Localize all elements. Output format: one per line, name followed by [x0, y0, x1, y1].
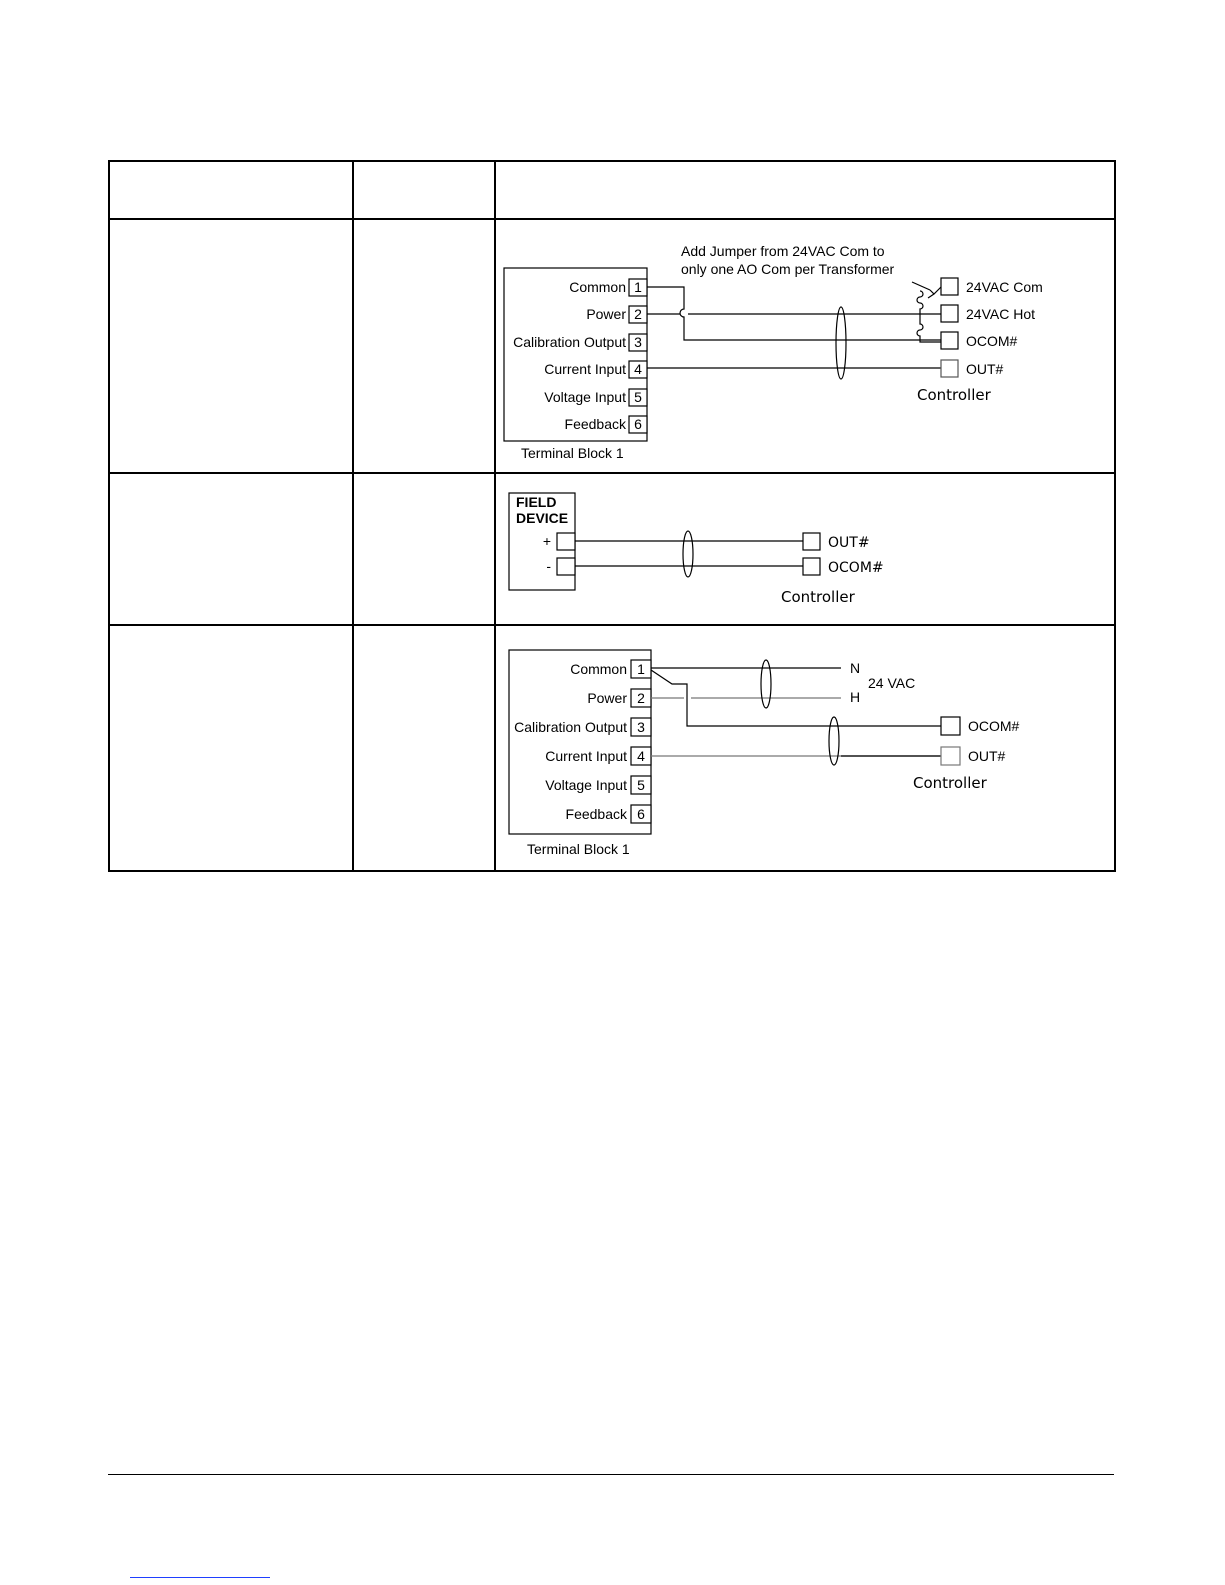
controller-terminal-box	[803, 558, 820, 575]
field-device-title-line-1: FIELD	[516, 494, 557, 510]
terminal-label: Feedback	[565, 806, 627, 822]
terminal-label: Power	[586, 306, 626, 322]
terminal-label: Common	[570, 661, 627, 677]
terminal-block-caption: Terminal Block 1	[521, 445, 624, 461]
controller-terminal-box	[941, 360, 958, 377]
field-device-terminal-label: +	[542, 533, 551, 549]
table-row	[109, 473, 1115, 625]
shield-ellipse-signal	[829, 717, 839, 765]
terminal-label: Calibration Output	[514, 719, 627, 735]
jumper-annotation	[681, 243, 895, 277]
terminal-number: 2	[637, 690, 645, 706]
terminal-number: 6	[634, 416, 642, 432]
terminal-5	[544, 389, 647, 406]
terminal-6	[565, 416, 647, 433]
terminal-3	[514, 718, 651, 736]
row-1-cell-1	[109, 219, 353, 473]
row-2-diagram-cell	[495, 473, 1115, 625]
shield-ellipse-supply	[761, 660, 771, 708]
header-cell-1	[109, 161, 353, 219]
controller-caption: Controller	[781, 588, 855, 606]
row-3-cell-1	[109, 625, 353, 871]
table-row	[109, 625, 1115, 871]
controller-terminal-label: 24VAC Com	[966, 279, 1043, 295]
terminal-label: Voltage Input	[545, 777, 627, 793]
field-device-terminal-label: -	[546, 558, 551, 574]
controller-terminal-label: OCOM#	[966, 333, 1018, 349]
terminal-label: Voltage Input	[544, 389, 626, 405]
row-1-cell-2	[353, 219, 495, 473]
terminal-number: 4	[634, 361, 642, 377]
terminal-number: 2	[634, 306, 642, 322]
terminal-2	[587, 689, 651, 707]
wires	[575, 531, 803, 577]
controller-terminal-box	[941, 305, 958, 322]
supply-label-n: N	[850, 660, 861, 676]
terminal-number: 1	[634, 279, 642, 295]
controller-terminal-box	[941, 747, 960, 765]
controller-caption: Controller	[917, 386, 991, 404]
terminal-list	[514, 660, 651, 823]
terminal-number: 5	[634, 389, 642, 405]
footer-link-underline	[130, 1577, 270, 1578]
terminal-number: 3	[634, 334, 642, 350]
table-header-row	[109, 161, 1115, 219]
terminal-3	[513, 334, 647, 351]
controller-terminal-box	[941, 332, 958, 349]
table-row	[109, 219, 1115, 473]
annotation-line-2: only one AO Com per Transformer	[681, 261, 895, 277]
controller-terminal-label: OUT#	[966, 361, 1004, 377]
controller-terminal-label: OUT#	[828, 535, 870, 551]
controller-caption: Controller	[913, 774, 987, 792]
jumper-squiggle	[917, 291, 941, 342]
wires	[647, 282, 941, 379]
terminal-2	[586, 306, 647, 323]
terminal-number: 1	[637, 661, 645, 677]
controller-terminal-label: OCOM#	[968, 718, 1020, 734]
wiring-diagram-field-device	[496, 474, 1114, 624]
terminal-number: 6	[637, 806, 645, 822]
field-device-terminal-box	[557, 533, 575, 550]
terminal-label: Calibration Output	[513, 334, 626, 350]
field-device-title-line-2: DEVICE	[516, 510, 569, 526]
terminal-number: 4	[637, 748, 645, 764]
terminal-number: 3	[637, 719, 645, 735]
row-1-diagram-cell	[495, 219, 1115, 473]
terminal-4	[544, 361, 647, 378]
footer-rule	[108, 1474, 1114, 1475]
jumper-arrow	[912, 282, 941, 298]
annotation-line-1: Add Jumper from 24VAC Com to	[681, 243, 885, 259]
controller-terminal-list	[941, 278, 1043, 377]
terminal-label: Current Input	[544, 361, 626, 377]
terminal-label: Feedback	[564, 416, 626, 432]
supply-label-h: H	[850, 689, 861, 705]
supply-caption: 24 VAC	[868, 675, 916, 691]
terminal-5	[545, 776, 651, 794]
controller-terminal-box	[941, 278, 958, 295]
controller-terminal-label: 24VAC Hot	[966, 306, 1035, 322]
terminal-1	[569, 279, 647, 296]
shield-ellipse	[683, 531, 693, 577]
controller-terminal-label: OCOM#	[828, 560, 884, 576]
wiring-diagram-24vac-supply	[496, 626, 1114, 870]
row-2-cell-2	[353, 473, 495, 625]
wiring-table	[108, 160, 1116, 872]
terminal-label: Common	[569, 279, 626, 295]
controller-terminal-box	[803, 533, 820, 550]
terminal-number: 5	[637, 777, 645, 793]
field-device-terminal-box	[557, 558, 575, 575]
controller-terminal-box	[941, 717, 960, 735]
wiring-diagram-transformer-jumper	[496, 220, 1114, 472]
row-3-diagram-cell	[495, 625, 1115, 871]
row-3-cell-2	[353, 625, 495, 871]
terminal-4	[545, 747, 651, 765]
terminal-6	[566, 805, 651, 823]
header-cell-3	[495, 161, 1115, 219]
terminal-label: Power	[587, 690, 627, 706]
header-cell-2	[353, 161, 495, 219]
terminal-list	[513, 279, 647, 433]
row-2-cell-1	[109, 473, 353, 625]
terminal-block-caption: Terminal Block 1	[527, 841, 630, 857]
terminal-1	[570, 660, 651, 678]
controller-terminal-label: OUT#	[968, 748, 1006, 764]
terminal-label: Current Input	[545, 748, 627, 764]
